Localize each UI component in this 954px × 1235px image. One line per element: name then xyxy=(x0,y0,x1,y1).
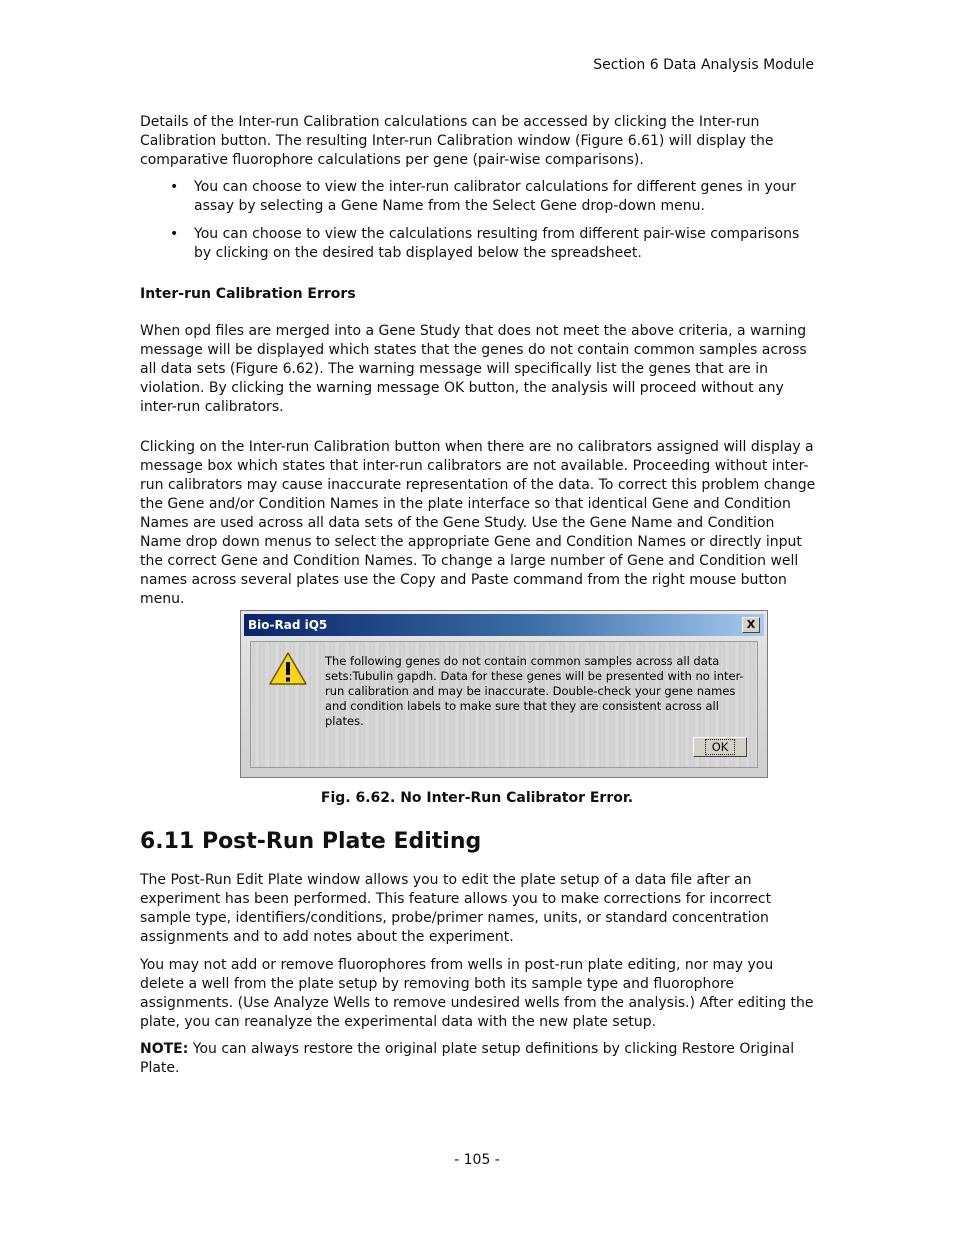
dialog-title: Bio-Rad iQ5 xyxy=(248,618,328,632)
note-paragraph xyxy=(140,1040,816,1078)
section-title: 6.11 Post-Run Plate Editing xyxy=(140,829,482,854)
post-run-paragraph-2: You may not add or remove fluorophores from wells in post-run plate editing, nor may you delete a well from the plate setup by removing both its sample type and fluorophore assignments. (Use Analyze Wells to remove undesired wells from the analysis.) After editing the plate, you can reanalyze the experimental data with the new plate setup. xyxy=(140,957,814,1030)
ok-button[interactable] xyxy=(693,737,747,757)
ok-label: OK xyxy=(705,739,736,755)
warning-icon xyxy=(268,651,308,687)
dialog-body xyxy=(250,641,758,768)
dialog-message: The following genes do not contain common samples across all data sets:Tubulin gapdh. Data for these genes will be presented with no inter-run calibration and may be inaccurate. Double-check your gene names and condition labels to make sure that they are consistent across all plates. xyxy=(325,654,744,728)
note-label: NOTE: xyxy=(140,1041,189,1057)
errors-paragraph-2: Clicking on the Inter-run Calibration button when there are no calibrators assigned will display a message box which states that inter-run calibrators are not available. Proceeding without inter-run calibrators may cause inaccurate representation of the data. To correct this problem change the Gene and/or Condition Names in the plate interface so that identical Gene and Condition Names are used across all data sets of the Gene Study. Use the Gene Name and Condition Name drop down menus to select the appropriate Gene and Condition Names or directly input the correct Gene and Condition Names. To change a large number of Gene and Condition well names across several plates use the Copy and Paste command from the right mouse button menu. xyxy=(140,439,816,607)
figure-caption: Fig. 6.62. No Inter-Run Calibrator Error. xyxy=(320,790,634,806)
warning-dialog-screenshot xyxy=(240,610,768,778)
running-header: Section 6 Data Analysis Module xyxy=(593,57,814,73)
close-button[interactable]: X xyxy=(742,617,760,633)
bullet-item: • You can choose to view the inter-run calibrator calculations for different genes in your assay by selecting a Gene Name from the Select Gene drop-down menu. xyxy=(168,178,816,216)
bullet-list xyxy=(168,178,816,263)
note-text: You can always restore the original plate setup definitions by clicking Restore Original Plate. xyxy=(140,1041,795,1076)
errors-paragraph-1: When opd files are merged into a Gene Study that does not meet the above criteria, a warning message will be displayed which states that the genes do not contain common samples across all data sets (Figure 6.62). The warning message will specifically list the genes that are in violation. By clicking the warning message OK button, the analysis will proceed without any inter-run calibrators. xyxy=(140,323,807,415)
dialog-titlebar xyxy=(244,614,764,636)
post-run-paragraph-1: The Post-Run Edit Plate window allows you to edit the plate setup of a data file after an experiment has been performed. This feature allows you to make corrections for incorrect sample type, identifiers/conditions, probe/primer names, units, or standard concentration assignments and to add notes about the experiment. xyxy=(140,872,772,945)
bullet-item: • You can choose to view the calculations resulting from different pair-wise comparisons by clicking on the desired tab displayed below the spreadsheet. xyxy=(168,225,816,263)
page-number: - 105 - xyxy=(454,1152,500,1168)
intro-paragraph: Details of the Inter-run Calibration calculations can be accessed by clicking the Inter-run Calibration button. The resulting Inter-run Calibration window (Figure 6.61) will display the comparative fluorophore calculations per gene (pair-wise comparisons). xyxy=(140,114,774,168)
errors-heading: Inter-run Calibration Errors xyxy=(140,286,356,302)
